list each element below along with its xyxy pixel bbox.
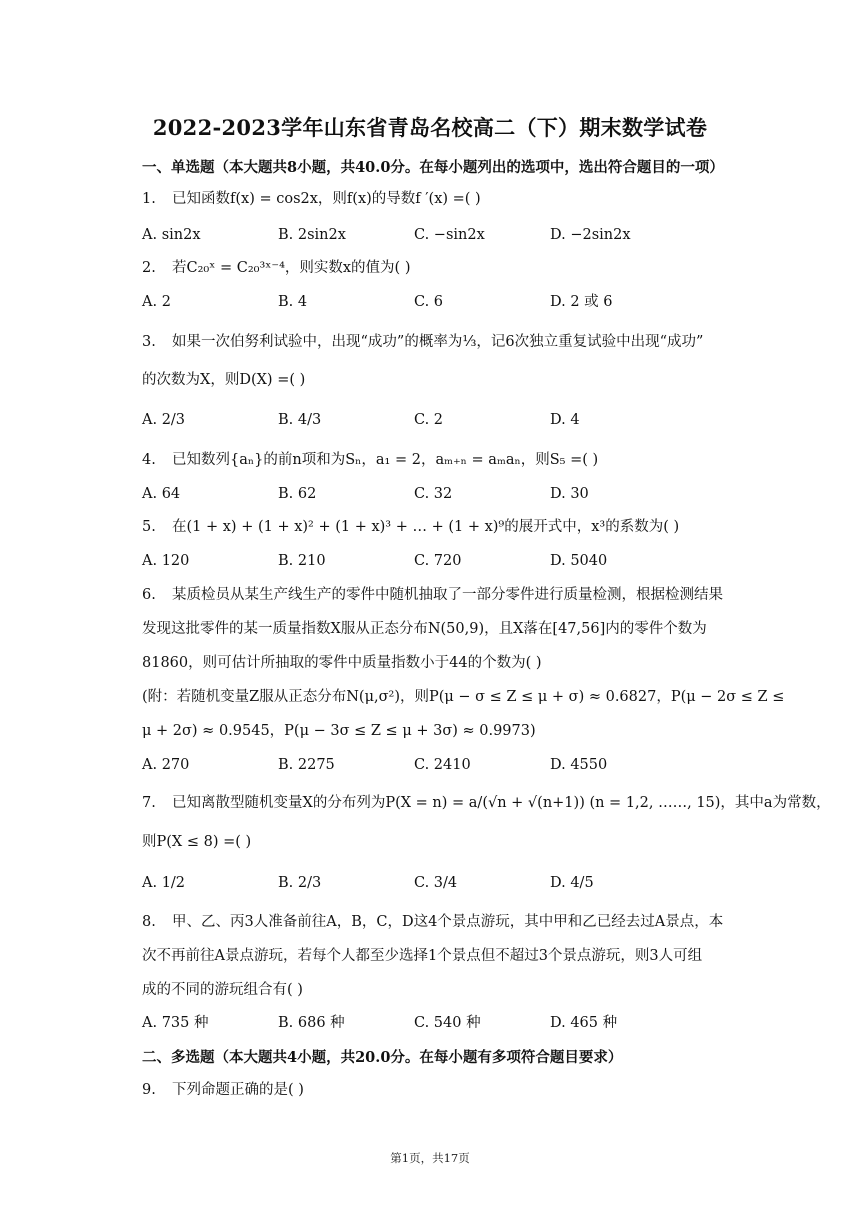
option-d: D. 2 或 6 (550, 294, 613, 310)
question-9 (142, 1080, 304, 1100)
question-text: 如果一次伯努利试验中，出现“成功”的概率为⅓，记6次独立重复试验中出现“成功” (172, 334, 704, 350)
question-4 (142, 450, 598, 470)
page-title: 2022-2023学年山东省青岛名校高二（下）期末数学试卷 (152, 115, 708, 140)
question-text: 已知离散型随机变量X的分布列为P(X = n) = a/(√n + √(n+1)) (n = 1,2, ……, 15)，其中a为常数， (172, 795, 831, 811)
question-6-line-2: 发现这批零件的某一质量指数X服从正态分布N(50,9)，且X落在[47,56]内的零件个数为 (142, 621, 707, 637)
option-a: A. 2/3 (142, 412, 186, 428)
option-c: C. 540 种 (414, 1015, 481, 1031)
question-number: 4. (142, 452, 156, 468)
option-a: A. 1/2 (142, 875, 186, 891)
question-7 (142, 793, 831, 813)
question-number: 1. (142, 191, 156, 207)
question-text: 在(1 + x) + (1 + x)² + (1 + x)³ + … + (1 + x)⁹的展开式中，x³的系数为( ) (172, 519, 680, 535)
option-a: A. 64 (142, 486, 181, 502)
option-b: B. 210 (278, 553, 326, 569)
option-d: D. 4/5 (550, 875, 594, 891)
option-b: B. 2/3 (278, 875, 322, 891)
question-number: 2. (142, 260, 156, 276)
question-number: 5. (142, 519, 156, 535)
question-3 (142, 332, 703, 352)
option-c: C. 2 (414, 412, 444, 428)
option-b: B. 4/3 (278, 412, 322, 428)
option-d: D. 5040 (550, 553, 608, 569)
option-b: B. 2sin2x (278, 227, 346, 243)
question-number: 7. (142, 795, 156, 811)
question-text: 若C₂₀ˣ = C₂₀³ˣ⁻⁴，则实数x的值为( ) (172, 260, 411, 276)
question-1 (142, 189, 481, 209)
section-heading-multiple-choice: 二、多选题（本大题共4小题，共20.0分。在每小题有多项符合题目要求） (142, 1049, 623, 1066)
question-text: 已知数列{aₙ}的前n项和为Sₙ，a₁ = 2，aₘ₊ₙ = aₘaₙ，则S₅ =( ) (172, 452, 599, 468)
page-footer: 第1页，共17页 (390, 1151, 470, 1165)
question-text: 下列命题正确的是( ) (172, 1082, 304, 1098)
question-8-line-2: 次不再前往A景点游玩，若每个人都至少选择1个景点但不超过3个景点游玩，则3人可组 (142, 948, 703, 964)
option-c: C. −sin2x (414, 227, 485, 243)
option-b: B. 2275 (278, 757, 335, 773)
question-8-line-3: 成的不同的游玩组合有( ) (142, 982, 303, 998)
question-number: 3. (142, 334, 156, 350)
option-d: D. 30 (550, 486, 589, 502)
option-b: B. 4 (278, 294, 308, 310)
question-8 (142, 912, 723, 932)
question-5 (142, 517, 679, 537)
option-b: B. 686 种 (278, 1015, 345, 1031)
question-2 (142, 258, 410, 278)
question-6-note-line-1: (附：若随机变量Z服从正态分布N(μ,σ²)，则P(μ − σ ≤ Z ≤ μ + σ) ≈ 0.6827，P(μ − 2σ ≤ Z ≤ (142, 689, 785, 705)
section-heading-single-choice: 一、单选题（本大题共8小题，共40.0分。在每小题列出的选项中，选出符合题目的一项） (142, 159, 724, 176)
question-3-line-2: 的次数为X，则D(X) =( ) (142, 372, 306, 388)
option-c: C. 720 (414, 553, 462, 569)
option-c: C. 6 (414, 294, 444, 310)
option-a: A. 270 (142, 757, 190, 773)
question-text: 已知函数f(x) = cos2x，则f(x)的导数f ′(x) =( ) (172, 191, 481, 207)
question-number: 6. (142, 587, 156, 603)
question-6 (142, 585, 723, 605)
option-a: A. 120 (142, 553, 190, 569)
option-d: D. −2sin2x (550, 227, 631, 243)
question-number: 8. (142, 914, 156, 930)
option-c: C. 32 (414, 486, 453, 502)
option-d: D. 465 种 (550, 1015, 618, 1031)
question-number: 9. (142, 1082, 156, 1098)
question-6-line-3: 81860，则可估计所抽取的零件中质量指数小于44的个数为( ) (142, 655, 542, 671)
option-a: A. 2 (142, 294, 171, 310)
option-a: A. sin2x (142, 227, 201, 243)
option-a: A. 735 种 (142, 1015, 209, 1031)
question-text: 某质检员从某生产线生产的零件中随机抽取了一部分零件进行质量检测，根据检测结果 (172, 587, 723, 603)
option-d: D. 4 (550, 412, 580, 428)
question-7-line-2: 则P(X ≤ 8) =( ) (142, 834, 252, 850)
option-d: D. 4550 (550, 757, 608, 773)
option-c: C. 2410 (414, 757, 471, 773)
question-6-note-line-2: μ + 2σ) ≈ 0.9545，P(μ − 3σ ≤ Z ≤ μ + 3σ) ≈ 0.9973) (142, 723, 536, 739)
option-c: C. 3/4 (414, 875, 458, 891)
question-text: 甲、乙、丙3人准备前往A，B，C，D这4个景点游玩，其中甲和乙已经去过A景点，本 (172, 914, 724, 930)
option-b: B. 62 (278, 486, 317, 502)
